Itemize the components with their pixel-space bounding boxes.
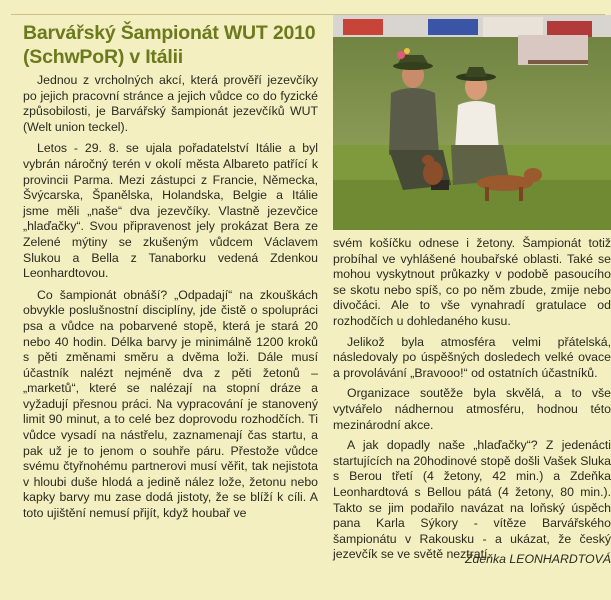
author-byline: Zdeňka LEONHARDTOVÁ xyxy=(464,552,611,567)
title-line-1: Barvářský Šampionát WUT 2010 xyxy=(23,22,316,44)
article-page xyxy=(11,14,611,595)
paragraph-results: A jak dopadly naše „hlaďačky“? Z jedenácti startujících na 20hodinové stopě došli Vašek Sluka s Berou třetí (4 žetony, 42 min.) a Zdeňka Leonhardtová s Bellou pátá (4 žetony, 80 min.). Takto se jim podařilo navázat na loňský úspěch pana Karla Sýkory - vítěze Barvářského šampionátu v Rakousku - a ukázat, že český jezevčík se ve světě neztratí. xyxy=(333,438,611,562)
paragraph-atmosphere: Jelikož byla atmosféra velmi přátelská, následovaly po úspěšných dosledech velké ovace a provolávání „Bravooo!“ od ostatních účastníků. xyxy=(333,334,611,380)
paragraph-organization: Organizace soutěže byla skvělá, a to vše vytvářelo nádhernou atmosféru, hodnou této mezinárodní akce. xyxy=(333,386,611,432)
right-column xyxy=(333,15,611,568)
title-line-2: (SchwPoR) v Itálii xyxy=(23,46,184,68)
article-title xyxy=(23,21,318,69)
article-photo xyxy=(333,15,611,230)
paragraph-intro: Jednou z vrcholných akcí, která prověří jezevčíky po jejich pracovní stránce a jejich vůdce co do fyzické způsobilosti, je Barvářský šampionát jezevčíků WUT (Welt union teckel). xyxy=(23,73,318,134)
paragraph-rules: Co šampionát obnáší? „Odpadají“ na zkouškách obvykle poslušnostní disciplíny, jde čistě o spolupráci psa a vůdce na pobarvené stopě, která je stará 20 nebo 40 hodin. Délka barvy je minimálně 1200 kroků s pěti změnami směru a dvěma loži. Dále musí účastník nalézt nejméně dva z pěti žetonů – „marketů“, které se nalézají na stopní dráze a vyžadují přesnou práci. Na vypracování je stanovený limit 90 minut, a to celé bez doprovodu rozhodčích. Ti vůdce vysadí na nástřelu, zaznamenají čas startu, a pak už je to jenom o souhře páru. Přestože vůdce svému čtyřnohému partnerovi musí věřit, tak nejistota v hloubi duše hlodá a jedině nález lože, žetonu nebo kapky barvy mu zase dodá jistoty, že se blíží k cíli. A toto ujištění nemusí přijít, když houbař ve xyxy=(23,287,318,521)
paragraph-location: Letos - 29. 8. se ujala pořadatelství Itálie a byl vybrán náročný terén v okolí města Albareto patřící k provincii Parma. Mezi zástupci z Francie, Německa, Švýcarska, Španělska, Holandska, Belgie a Itálie jsme měli „naše“ dva jezevčíky. Vlastně jezevčice „hlaďačky“. Svou připravenost jely prokázat Bera ze Zelené mýtiny se zkušeným vůdcem Václavem Slukou a Bella z Tanaborku vedená Zdenkou Leonhardtovou. xyxy=(23,141,318,281)
paragraph-continuation: svém košíčku odnese i žetony. Šampionát totiž probíhal ve vyhlášené houbařské oblasti. Také se mohou vyskytnout průkazky v podobě pasoucího se skotu nebo spíš, co po něm zbude, zmije nebo divočáci. Ale to vše vynahradí gratulace od rozhodčích u dohledaného kusu. xyxy=(333,236,611,328)
left-column xyxy=(23,21,318,528)
photo-illustration xyxy=(333,15,611,230)
